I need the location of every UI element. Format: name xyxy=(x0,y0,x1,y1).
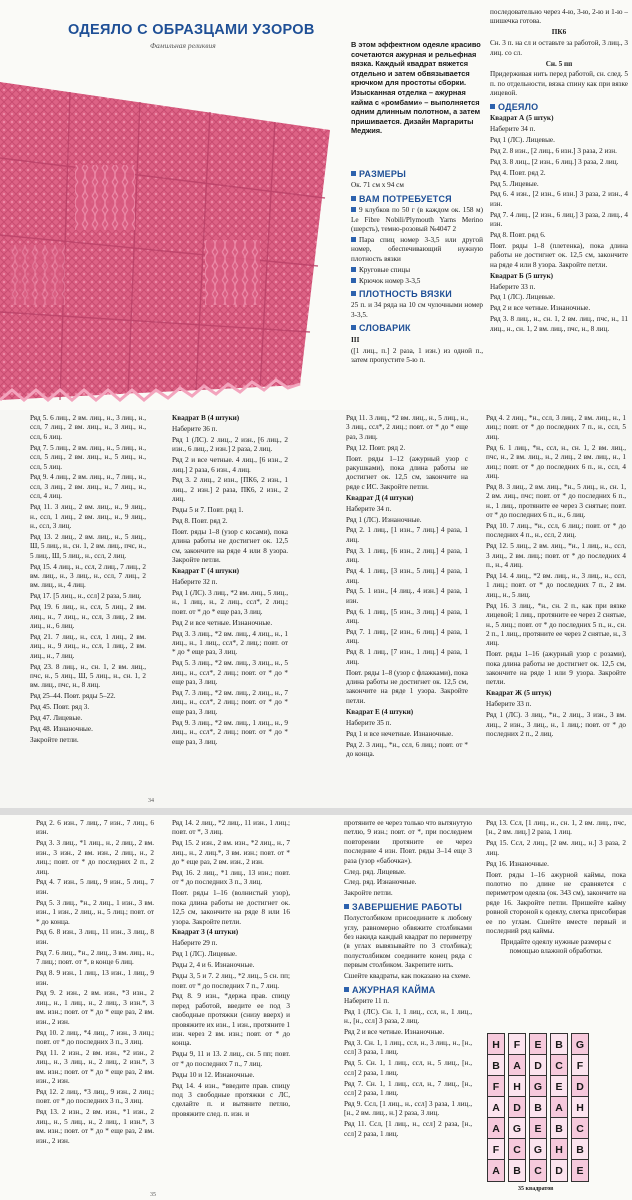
bullet-icon xyxy=(351,278,356,283)
text-line: Ряд 12. Повт. ряд 2. xyxy=(346,443,406,452)
text-line: Ряд 3. 2 лиц., 2 изн., [ПК6, 2 изн., 1 лиц., 2 изн.] 2 раза, ПК6, 2 изн., 2 лиц. xyxy=(172,476,288,504)
bullet-icon xyxy=(351,267,356,272)
text-line: Ряд 6. 1 лиц., *н., ссл, н., сн. 1, 2 вм. лиц., пчс, н., 2 вм. лиц., н., 2 лиц., 2 вм. лиц., н., 1 лиц.; повт. от * до последних 6 п., н., ссл, 4 лиц. xyxy=(486,443,626,480)
text-line: Повт. ряды 1–8 (узор с флажками), пока длина работы не достигнет ок. 12,5 см, закончите на ряде 1 узора. Закройте петли. xyxy=(346,668,468,705)
diagram-cell: A xyxy=(487,1159,505,1182)
diagram-cell: D xyxy=(529,1054,547,1077)
text-line: Повт. ряды 1–16 (волнистый узор), пока длина работы не достигнет ок. 12,5 см, закончите на ряде 8 или 16 узора. Закройте петли. xyxy=(172,889,290,926)
diagram-cell: E xyxy=(550,1075,568,1098)
page-subtitle: Фамильная реликвия xyxy=(150,41,216,50)
text-line: последовательно через 4-ю, 3-ю, 2-ю и 1-ю – шишечка готова. xyxy=(490,8,628,26)
text-line: Ряд 1 (ЛС). Лицевые. xyxy=(490,135,555,144)
diagram-cell: B xyxy=(529,1096,547,1119)
text-line: Ряды 2, 4 и 6. Изнаночные. xyxy=(172,961,255,970)
diagram-cell: B xyxy=(550,1033,568,1056)
diagram-cell: B xyxy=(487,1054,505,1077)
text-line: Ряд 16. 3 лиц., *н., сн. 2 п., как при вязке лицевой; 1 лиц., протяните ее через 2 снятые, н., 5 лиц.; повт. от * до последних 5 п., н., сн. 2 п., 1 лиц., протяните ее через 2 снятые, н., 3 лиц. xyxy=(486,601,626,648)
text-line: Ряд 7. 1 лиц., [2 изн., 6 лиц.] 4 раза, 1 лиц. xyxy=(346,628,468,646)
sizes-text: Ок. 71 см х 94 см xyxy=(351,181,404,190)
text-line: Ряд 4. 2 лиц., *н., ссл, 3 лиц., 2 вм. лиц., н., 1 лиц.; повт. от * до последних 7 п., н., ссл, 5 лиц. xyxy=(486,414,626,441)
intro-text: В этом эффектном одеяле красиво сочетаются ажурная и рельефная вязка. Каждый квадрат вяжется отдельно и затем обвязывается крючком для простоты сборки. Изысканная отделка – ажурная кайма с «ромбами» – выполняется одним длинным полотном, а затем пришивается. Дизайн Маргариты Меджия. xyxy=(351,40,481,136)
text-line: Придайте одеялу нужные размеры с помощью влажной обработки. xyxy=(500,937,612,956)
diagram-caption: 35 квадратов xyxy=(518,1186,554,1192)
text-line: Ряд 2 и все четные. Изнаночные. xyxy=(344,1028,445,1037)
text-line: Наберите 35 п. xyxy=(346,718,392,727)
diagram-cell: C xyxy=(508,1138,526,1161)
text-line: Ряд 4. 1 лиц., [3 изн., 5 лиц.] 4 раза, 1 лиц. xyxy=(346,567,468,585)
text-line: Ряд 3. 3 лиц., *1 лиц., н., 2 лиц., 2 вм. изн., 3 изн., 2 вм. изн., 2 лиц., н., 2 лиц.; повт. от * до последних 2 п., 2 лиц. xyxy=(36,839,154,876)
text-line: Ряд 2 и все четные. 4 лиц., [6 изн., 2 лиц.] 2 раза, 6 изн., 4 лиц. xyxy=(172,456,288,474)
text-line: След. ряд. Изнаночные. xyxy=(344,878,417,887)
text-line: Ряд 16. Изнаночные. xyxy=(486,859,549,868)
bullet-icon xyxy=(351,237,356,242)
text-line: Ряд 23. 8 лиц., н., сн. 1, 2 вм. лиц., пчс, н., 5 лиц., Ш, 5 лиц., н., сн. 1, 2 вм. лиц., пчс, н., 8 лиц. xyxy=(30,662,146,690)
diagram-cell: C xyxy=(550,1054,568,1077)
glossary-heading: СЛОВАРИК xyxy=(351,324,483,333)
text-line: Ряд 8. 1 лиц., [7 изн., 1 лиц.] 4 раза, 1 лиц. xyxy=(346,648,468,666)
text-line: Наберите 36 п. xyxy=(172,424,218,433)
text-line: Ряд 48. Изнаночные. xyxy=(30,725,93,734)
mid-column-3 xyxy=(346,414,468,761)
diagram-cell: D xyxy=(550,1159,568,1182)
text-line: Ряд 10. 7 лиц., *н., ссл, 6 лиц.; повт. от * до последних 4 п., н., ссл, 2 лиц. xyxy=(486,521,626,540)
text-line: Ряд 14. 4 лиц., *2 вм. лиц., н., 3 лиц., н., ссл, 1 лиц.; повт. от * до последних 7 п., 2 вм. лиц., н., 5 лиц. xyxy=(486,572,626,599)
diagram-cell: E xyxy=(571,1159,589,1182)
text-line: Ряд 13. 2 лиц., 2 вм. лиц., н., 5 лиц., Ш, 5 лиц., н., сн. 1, 2 вм. лиц., пчс, н., 5 лиц., Ш, 5 лиц., н., ссл, 2 лиц. xyxy=(30,532,146,560)
diagram-cell: H xyxy=(550,1138,568,1161)
diagram-cell: G xyxy=(508,1117,526,1140)
text-line: Ряд 8. Повт. ряд 6. xyxy=(490,231,546,240)
glossary-term: III xyxy=(351,335,360,344)
text-line: Ряд 3. Сн. 1, 1 лиц., ссл, н., 3 лиц., н., [н., ссл] 3 раза, 1 лиц. xyxy=(344,1039,472,1057)
needs-item-text: Крючок номер 3-3,5 xyxy=(359,276,421,285)
sizes-heading: РАЗМЕРЫ xyxy=(351,170,483,179)
text-line: Ряд 45. Повт. ряд 3. xyxy=(30,703,90,712)
text-line: Ряд 19. 6 лиц., н., ссл, 5 лиц., 2 вм. лиц., н., 7 лиц., н., ссл, 3 лиц., 2 вм. лиц., н., 6 лиц. xyxy=(30,603,146,631)
text-line: Квадрат Д (4 штуки) xyxy=(346,493,414,502)
text-line: протяните ее через только что вытянутую петлю, 9 изн.; повт. от *, при последнем повторении протяните ее через последние 4 изн. Повт. ряды 3–14 еще 3 раза (узор «бабочка»). xyxy=(344,819,472,865)
text-line: Ряды 5 и 7. Повт. ряд 1. xyxy=(172,506,244,515)
needs-item-text: Круговые спицы xyxy=(359,265,411,274)
text-line: Сшейте квадраты, как показано на схеме. xyxy=(344,972,471,981)
text-line: Ряд 13. Ссл, [1 лиц., н., сн. 1, 2 вм. лиц., пчс, [н., 2 вм. лиц.] 2 раза, 1 лиц. xyxy=(486,819,626,837)
diagram-cell: E xyxy=(529,1117,547,1140)
text-line: Ряд 9. 2 изн., 2 вм. изн., *3 изн., 2 лиц., н., 1 лиц., н., 2 лиц., 3 изн.*, 3 вм. изн.; повт. от * до * еще раз, 2 вм. изн., 2 изн. xyxy=(36,989,154,1026)
mid-column-4 xyxy=(486,414,626,741)
text-line: Ряды 3, 5 и 7. 2 лиц., *2 лиц., 5 сн. пп; повт. от * до последних 7 п., 7 лиц. xyxy=(172,972,290,990)
text-line: Повт. ряды 1–8 (узор с косами), пока длина работы не достигнет ок. 12,5 см, закончите на ряде 4 или 8 узора. Закройте петли. xyxy=(172,527,288,565)
finishing-heading: ЗАВЕРШЕНИЕ РАБОТЫ xyxy=(344,903,472,912)
text-line: Наберите 34 п. xyxy=(490,124,536,133)
text-line: Ряд 7. 6 лиц., *н., 2 лиц., 3 вм. лиц., н., 7 лиц.; повт. от *, в конце 6 лиц. xyxy=(36,948,154,967)
text-line: Ряд 5. 3 лиц., *2 вм. лиц., 3 лиц., н., 5 лиц., н., ссл*, 2 лиц.; повт. от * до * еще раз, 3 лиц. xyxy=(172,659,288,687)
diagram-cell: E xyxy=(529,1033,547,1056)
text-line: Наберите 33 п. xyxy=(490,282,536,291)
text-line: Ряды 10 и 12. Изнаночные. xyxy=(172,1070,255,1079)
top-right-column xyxy=(490,8,628,336)
text-line: Ряд 9. 4 лиц., 2 вм. лиц., н., 7 лиц., н., ссл, 3 лиц., 2 вм. лиц., н., 7 лиц., н., ссл, 4 лиц. xyxy=(30,473,146,501)
blanket-photo xyxy=(0,70,340,402)
text-line: Наберите 29 п. xyxy=(172,939,218,948)
text-line: Повт. ряды 1–12 (ажурный узор с ракушками), пока длина работы не достигнет ок. 12,5 см, закончите на ряде с ИС. Закройте петли. xyxy=(346,454,468,491)
diagram-cell: F xyxy=(487,1075,505,1098)
text-line: Ряд 1 (ЛС). Изнаночные. xyxy=(346,515,422,524)
diagram-cell: C xyxy=(529,1159,547,1182)
text-line: Ряд 4. 7 изн., 5 лиц., 9 изн., 5 лиц., 7 изн. xyxy=(36,878,154,896)
middle-page xyxy=(0,410,632,808)
needs-item xyxy=(351,206,483,234)
text-line: Ряд 2 и все четные. Изнаночные. xyxy=(172,618,273,627)
text-line: Ряд 7. Сн. 1, 1 лиц., ссл, н., 7 лиц., [н., ссл] 2 раза, 1 лиц. xyxy=(344,1079,472,1098)
text-line: След. ряд. Лицевые. xyxy=(344,867,406,876)
text-line: Ряд 1 (ЛС). Лицевые. xyxy=(172,950,237,959)
text-line: Ряд 5. Сн. 1, 1 лиц., ссл, н., 5 лиц., [н., ссл] 2 раза, 1 лиц. xyxy=(344,1059,472,1077)
text-line: Ряд 1 (ЛС). 3 лиц., *н., 2 лиц., 3 изн., 3 вм. лиц., 2 изн., 3 лиц., н., 1 лиц.; повт. от * до последних 2 п., 2 лиц. xyxy=(486,711,626,738)
diagram-cell: H xyxy=(508,1075,526,1098)
text-line: Ряды 9, 11 и 13. 2 лиц., сн. 5 пп; повт. от * до последних 7 п., 7 лиц. xyxy=(172,1050,290,1068)
text-line: Ряд 11. 3 лиц., 2 вм. лиц., н., 9 лиц., н., ссл, 1 лиц., 2 вм. лиц., н., 9 лиц., н., ссл, 3 лиц. xyxy=(30,503,146,530)
text-line: Квадрат Б (5 штук) xyxy=(490,271,554,280)
diagram-cell: A xyxy=(508,1054,526,1077)
text-line: Ряд 14. 2 лиц., *2 лиц., 11 изн., 1 лиц.; повт. от *, 3 лиц. xyxy=(172,819,290,837)
text-line: Придерживая нить перед работой, сн. след. 5 п. по отдельности, вязка спину как при вязке лицевой. xyxy=(490,70,628,98)
diagram-cell: D xyxy=(571,1075,589,1098)
page-number: 34 xyxy=(148,798,154,804)
mid-column-1 xyxy=(30,414,146,747)
diagram-cell: G xyxy=(529,1075,547,1098)
text-line: Ряд 6. 4 изн., [2 изн., 6 изн.] 3 раза, 2 изн., 4 изн. xyxy=(490,190,628,208)
text-line: Ряд 2. 8 изн., [2 лиц., 6 изн.] 3 раза, 2 изн. xyxy=(490,146,617,155)
text-line: Ряд 11. 3 лиц., *2 вм. лиц., н., 5 лиц., н., 3 лиц., ссл*, 2 лиц.; повт. от * до * еще раз, 3 лиц. xyxy=(346,414,468,441)
text-line: Квадрат З (4 штуки) xyxy=(172,928,239,937)
text-line: Ряд 3. 3 лиц., *2 вм. лиц., 4 лиц., н., 1 лиц., н., 1 лиц., ссл*, 2 лиц.; повт. от * до * еще раз, 3 лиц. xyxy=(172,629,288,657)
text-line: Ряд 11. 2 изн., 2 вм. изн., *2 изн., 2 лиц., н., 3 лиц., н., 2 лиц., 2 изн.*, 3 вм. изн.; повт. от * до * еще раз, 2 вм. изн., 2 изн. xyxy=(36,1048,154,1086)
text-line: Ряд 5. 1 изн., [4 лиц., 4 изн.] 4 раза, 1 изн. xyxy=(346,587,468,605)
text-line: Квадрат Е (4 штуки) xyxy=(346,707,414,716)
text-line: Ряд 47. Лицевые. xyxy=(30,714,83,723)
bullet-icon xyxy=(351,207,356,212)
text-line: Ряд 7. 3 лиц., *2 вм. лиц., 2 лиц., н., 7 лиц., н., ссл*, 2 лиц.; повт. от * до * еще раз, 3 лиц. xyxy=(172,688,288,716)
border-heading: АЖУРНАЯ КАЙМА xyxy=(344,986,472,995)
page-number: 35 xyxy=(150,1192,156,1198)
mid-column-2 xyxy=(172,414,288,748)
text-line: Ряд 1 (ЛС). Сн. 1, 1 лиц., ссл, н., 1 лиц., н., [н., ссл] 3 раза, 2 лиц. xyxy=(344,1007,472,1026)
materials-column xyxy=(351,166,483,367)
text-line: Ряд 15. Ссл, 2 лиц., [2 вм. лиц., н.] 3 раза, 2 лиц. xyxy=(486,839,626,857)
text-line: Квадрат А (5 штук) xyxy=(490,114,554,123)
text-line: Ряд 8. 9 изн., 1 лиц., 13 изн., 1 лиц., 9 изн. xyxy=(36,969,154,987)
diagram-cell: B xyxy=(508,1159,526,1182)
text-line: Ряд 1 (ЛС). 3 лиц., *2 вм. лиц., 5 лиц., н., 1 лиц., н., 2 лиц., ссл*, 2 лиц.; повт. от * до * еще раз, 3 лиц. xyxy=(172,588,288,616)
text-line: Ряд 8. Повт. ряд 2. xyxy=(172,517,228,526)
text-line: Ряд 13. 2 изн., 2 вм. изн., *1 изн., 2 лиц., н., 5 лиц., н., 2 лиц., 1 изн.*, 3 вм. изн.; повт. от * до * еще раз, 2 вм. изн., 2 изн. xyxy=(36,1108,154,1145)
needs-item-text: Пара спиц номер 3-3,5 или другой номер, обеспечивающий нужную плотность вязки xyxy=(351,235,483,263)
text-line: Сн. 3 п. на сл и оставьте за работой, 3 лиц., 3 лиц. со сл. xyxy=(490,39,628,57)
text-line: Полустолбиком присоедините к любому углу, равномерно обвяжите столбиками без накида каждый квадрат по периметру (в углах вывязывайте по 3 столбика); полустолбиком соедините конец ряда с первым столбиком. Закрепите нить. xyxy=(344,914,472,970)
diagram-cell: B xyxy=(571,1138,589,1161)
diagram-cell: G xyxy=(571,1033,589,1056)
text-line: Квадрат Г (4 штуки) xyxy=(172,567,239,576)
text-line: Ряд 15. 4 лиц., н., ссл, 2 лиц., 7 лиц., 2 вм. лиц., н., 3 лиц., н., ссл, 7 лиц., 2 вм. лиц., н., 4 лиц. xyxy=(30,562,146,590)
gauge-text: 25 п. и 34 ряда на 10 см чулочными номер 3-3,5. xyxy=(351,301,483,319)
text-line: Ряд 9. 3 лиц., *2 вм. лиц., 1 лиц., н., 9 лиц., н., ссл*, 2 лиц.; повт. от * до * еще раз, 3 лиц. xyxy=(172,718,288,746)
diagram-cell: A xyxy=(487,1096,505,1119)
diagram-cell: A xyxy=(487,1117,505,1140)
text-line: Квадрат Ж (5 штук) xyxy=(486,689,552,698)
text-line: Ряд 2. 3 лиц., *н., ссл, 6 лиц.; повт. от * до конца. xyxy=(346,740,468,758)
text-line: Ряд 25–44. Повт. ряды 5–22. xyxy=(30,692,116,701)
text-line: Ряд 10. 2 лиц., *4 лиц., 7 изн., 3 лиц.; повт. от * до последних 3 п., 3 лиц. xyxy=(36,1028,154,1046)
text-line: Ряд 5. 6 лиц., 2 вм. лиц., н., 3 лиц., н., ссл, 7 лиц., 2 вм. лиц., н., 3 лиц., н., ссл, 6 лиц. xyxy=(30,414,146,441)
bot-column-4 xyxy=(486,819,626,958)
bot-column-2 xyxy=(172,819,290,1121)
text-line: Ряд 2. 6 изн., 7 лиц., 7 изн., 7 лиц., 6 изн. xyxy=(36,819,154,837)
diagram-cell: H xyxy=(571,1096,589,1119)
text-line: Ряд 17. [5 лиц., н., ссл] 2 раза, 5 лиц. xyxy=(30,592,142,601)
text-line: Ряд 5. 3 лиц., *н., 2 лиц., 1 изн., 3 вм. изн., 1 изн., 2 лиц., н., 5 лиц.; повт. от * до конца. xyxy=(36,898,154,926)
diagram-cell: B xyxy=(550,1117,568,1140)
needs-item xyxy=(351,236,483,264)
glossary-text: ([1 лиц., п.] 2 раза, 1 изн.) из одной п., затем пропустите 5-ю п. xyxy=(351,346,483,364)
text-line: Повт. ряды 1–16 (ажурный узор с розами), пока длина работы не достигнет ок. 12,5 см, закончите на ряде 1 или 9 узора. Закройте петли. xyxy=(486,650,626,687)
text-line: Ряд 1 и все нечетные. Изнаночные. xyxy=(346,729,453,738)
needs-heading: ВАМ ПОТРЕБУЕТСЯ xyxy=(351,195,483,204)
text-line: Ряд 3. 1 лиц., [6 изн., 2 лиц.] 4 раза, 1 лиц. xyxy=(346,546,468,565)
text-line: Наберите 33 п. xyxy=(486,700,532,709)
diagram-cell: H xyxy=(487,1033,505,1056)
needs-item xyxy=(351,266,483,275)
text-line: Ряд 2. 1 лиц., [1 изн., 7 лиц.] 4 раза, 1 лиц. xyxy=(346,526,468,544)
text-line: Наберите 34 п. xyxy=(346,504,392,513)
text-line: Ряд 21. 7 лиц., н., ссл, 1 лиц., 2 вм. лиц., н., 9 лиц., н., ссл, 1 лиц., 2 вм. лиц., н., 7 лиц. xyxy=(30,632,146,660)
text-line: Ряд 4. Повт. ряд 2. xyxy=(490,168,546,177)
text-line: Повт. ряды 1–16 ажурной каймы, пока полотно по длине не сравняется с периметром одеяла (ок. 343 см), закончите на ряде 16. Закройте петли. Пришейте кайму ровной стороной к одеялу, слегка присобирая ее по углам. Сшейте вместе первый и последний ряд каймы. xyxy=(486,870,626,935)
text-line: Ряд 7. 5 лиц., 2 вм. лиц., н., 5 лиц., н., ссл, 5 лиц., 2 вм. лиц., н., 5 лиц., н., ссл, 5 лиц. xyxy=(30,443,146,471)
top-page xyxy=(0,0,632,410)
diagram-cell: G xyxy=(529,1138,547,1161)
needs-item xyxy=(351,277,483,286)
text-line: Ряд 6. 8 изн., 3 лиц., 11 изн., 3 лиц., 8 изн. xyxy=(36,928,154,946)
square-a-list xyxy=(490,114,628,334)
text-line: Закройте петли. xyxy=(30,736,79,744)
text-line: Сн. 5 пп xyxy=(545,59,573,68)
text-line: Ряд 9. Ссл, [1 лиц., н., ссл] 3 раза, 1 лиц., [н., 2 вм. лиц., н.] 2 раза, 3 лиц. xyxy=(344,1099,472,1118)
text-line: Ряд 7. 4 лиц., [2 изн., 6 лиц.] 3 раза, 2 лиц., 4 изн. xyxy=(490,210,628,229)
blanket-heading: ОДЕЯЛО xyxy=(490,103,628,112)
text-line: Ряд 12. 5 лиц., 2 вм. лиц., *н., 1 лиц., н., ссл, 3 лиц., 2 вм. лиц.; повт. от * до последних 4 п., н., 4 лиц. xyxy=(486,542,626,570)
text-line: Ряд 2 и все четные. Изнаночные. xyxy=(490,304,591,313)
diagram-cell: D xyxy=(508,1096,526,1119)
text-line: Ряд 14. 4 изн., *введите прав. спицу под 3 свободные протяжки с ЛС, сделайте п. и вытяните петлю, провяжите след. п. изн. и xyxy=(172,1081,290,1118)
bot-column-1 xyxy=(36,819,154,1147)
text-line: Ряд 15. 2 изн., 2 вм. изн., *2 лиц., н., 7 лиц., н., 2 лиц.*, 3 вм. изн.; повт. от * до * еще раз, 2 вм. изн., 2 изн. xyxy=(172,839,290,867)
text-line: Ряд 8. 9 изн., *держа прав. спицу перед работой, введите ее под 3 свободные протяжки (снизу вверх) и провяжите их изн., 1 изн., протяните 1 изн. через 2 вм. изн.; повт. от * до конца. xyxy=(172,992,290,1048)
text-line: Ряд 5. Лицевые. xyxy=(490,179,539,188)
diagram-cell: F xyxy=(571,1054,589,1077)
text-line: Наберите 11 п. xyxy=(344,996,390,1005)
diagram-cell: A xyxy=(550,1096,568,1119)
text-line: Ряд 1 (ЛС). 2 лиц., 2 изн., [6 лиц., 2 изн., 6 лиц., 2 изн.] 2 раза, 2 лиц. xyxy=(172,435,288,454)
text-line: Ряд 11. Ссл, [1 лиц., н., ссл] 2 раза, [н., ссл] 2 раза, 1 лиц. xyxy=(344,1120,472,1138)
text-line: Наберите 32 п. xyxy=(172,578,218,586)
text-line: ПК6 xyxy=(551,28,567,37)
text-line: Ряд 3. 8 лиц., [2 изн., 6 лиц.] 3 раза, 2 лиц. xyxy=(490,157,619,166)
gauge-heading: ПЛОТНОСТЬ ВЯЗКИ xyxy=(351,290,483,299)
text-line: Повт. ряды 1–8 (плетенка), пока длина работы не достигнет ок. 12,5 см, закончите на ряде 4 или 8 узора. Закройте петли. xyxy=(490,241,628,269)
bot-column-3 xyxy=(344,819,472,1141)
text-line: Ряд 8. 3 лиц., 2 вм. лиц., *н., 5 лиц., н., сн. 1, 2 вм. лиц., пчс; повт. от * до последних 6 п., н., 1 лиц., протяните ее через 3 снятые; повт. от * до последних 6 п., н., 6 лиц. xyxy=(486,482,626,520)
text-line: Ряд 6. 1 лиц., [5 изн., 3 лиц.] 4 раза, 1 лиц. xyxy=(346,607,468,626)
text-line: Закройте петли. xyxy=(344,889,393,898)
page-title: ОДЕЯЛО С ОБРАЗЦАМИ УЗОРОВ xyxy=(68,22,315,38)
text-line: Квадрат В (4 штуки) xyxy=(172,414,240,422)
diagram-cell: F xyxy=(487,1138,505,1161)
needs-item-text: 9 клубков по 50 г (в каждом ок. 158 м) Le Fibre Nobili/Plymouth Yarns Merino (шерсть), темно-розовый №4047 2 xyxy=(351,206,483,234)
text-line: Ряд 1 (ЛС). Лицевые. xyxy=(490,293,555,302)
text-line: Ряд 16. 2 лиц., *1 лиц., 13 изн.; повт. от * до последних 3 п., 3 лиц. xyxy=(172,869,290,887)
diagram-cell: F xyxy=(508,1033,526,1056)
text-line: Ряд 12. 2 лиц., *3 лиц., 9 изн., 2 лиц.; повт. от * до последних 3 п., 3 лиц. xyxy=(36,1087,154,1106)
text-line: Ряд 3. 8 лиц., н., сн. 1, 2 вм. лиц., пчс, н., 11 лиц., н., сн. 1, 2 вм. лиц., пчс, н., 8 лиц. xyxy=(490,315,628,333)
diagram-cell: C xyxy=(571,1117,589,1140)
